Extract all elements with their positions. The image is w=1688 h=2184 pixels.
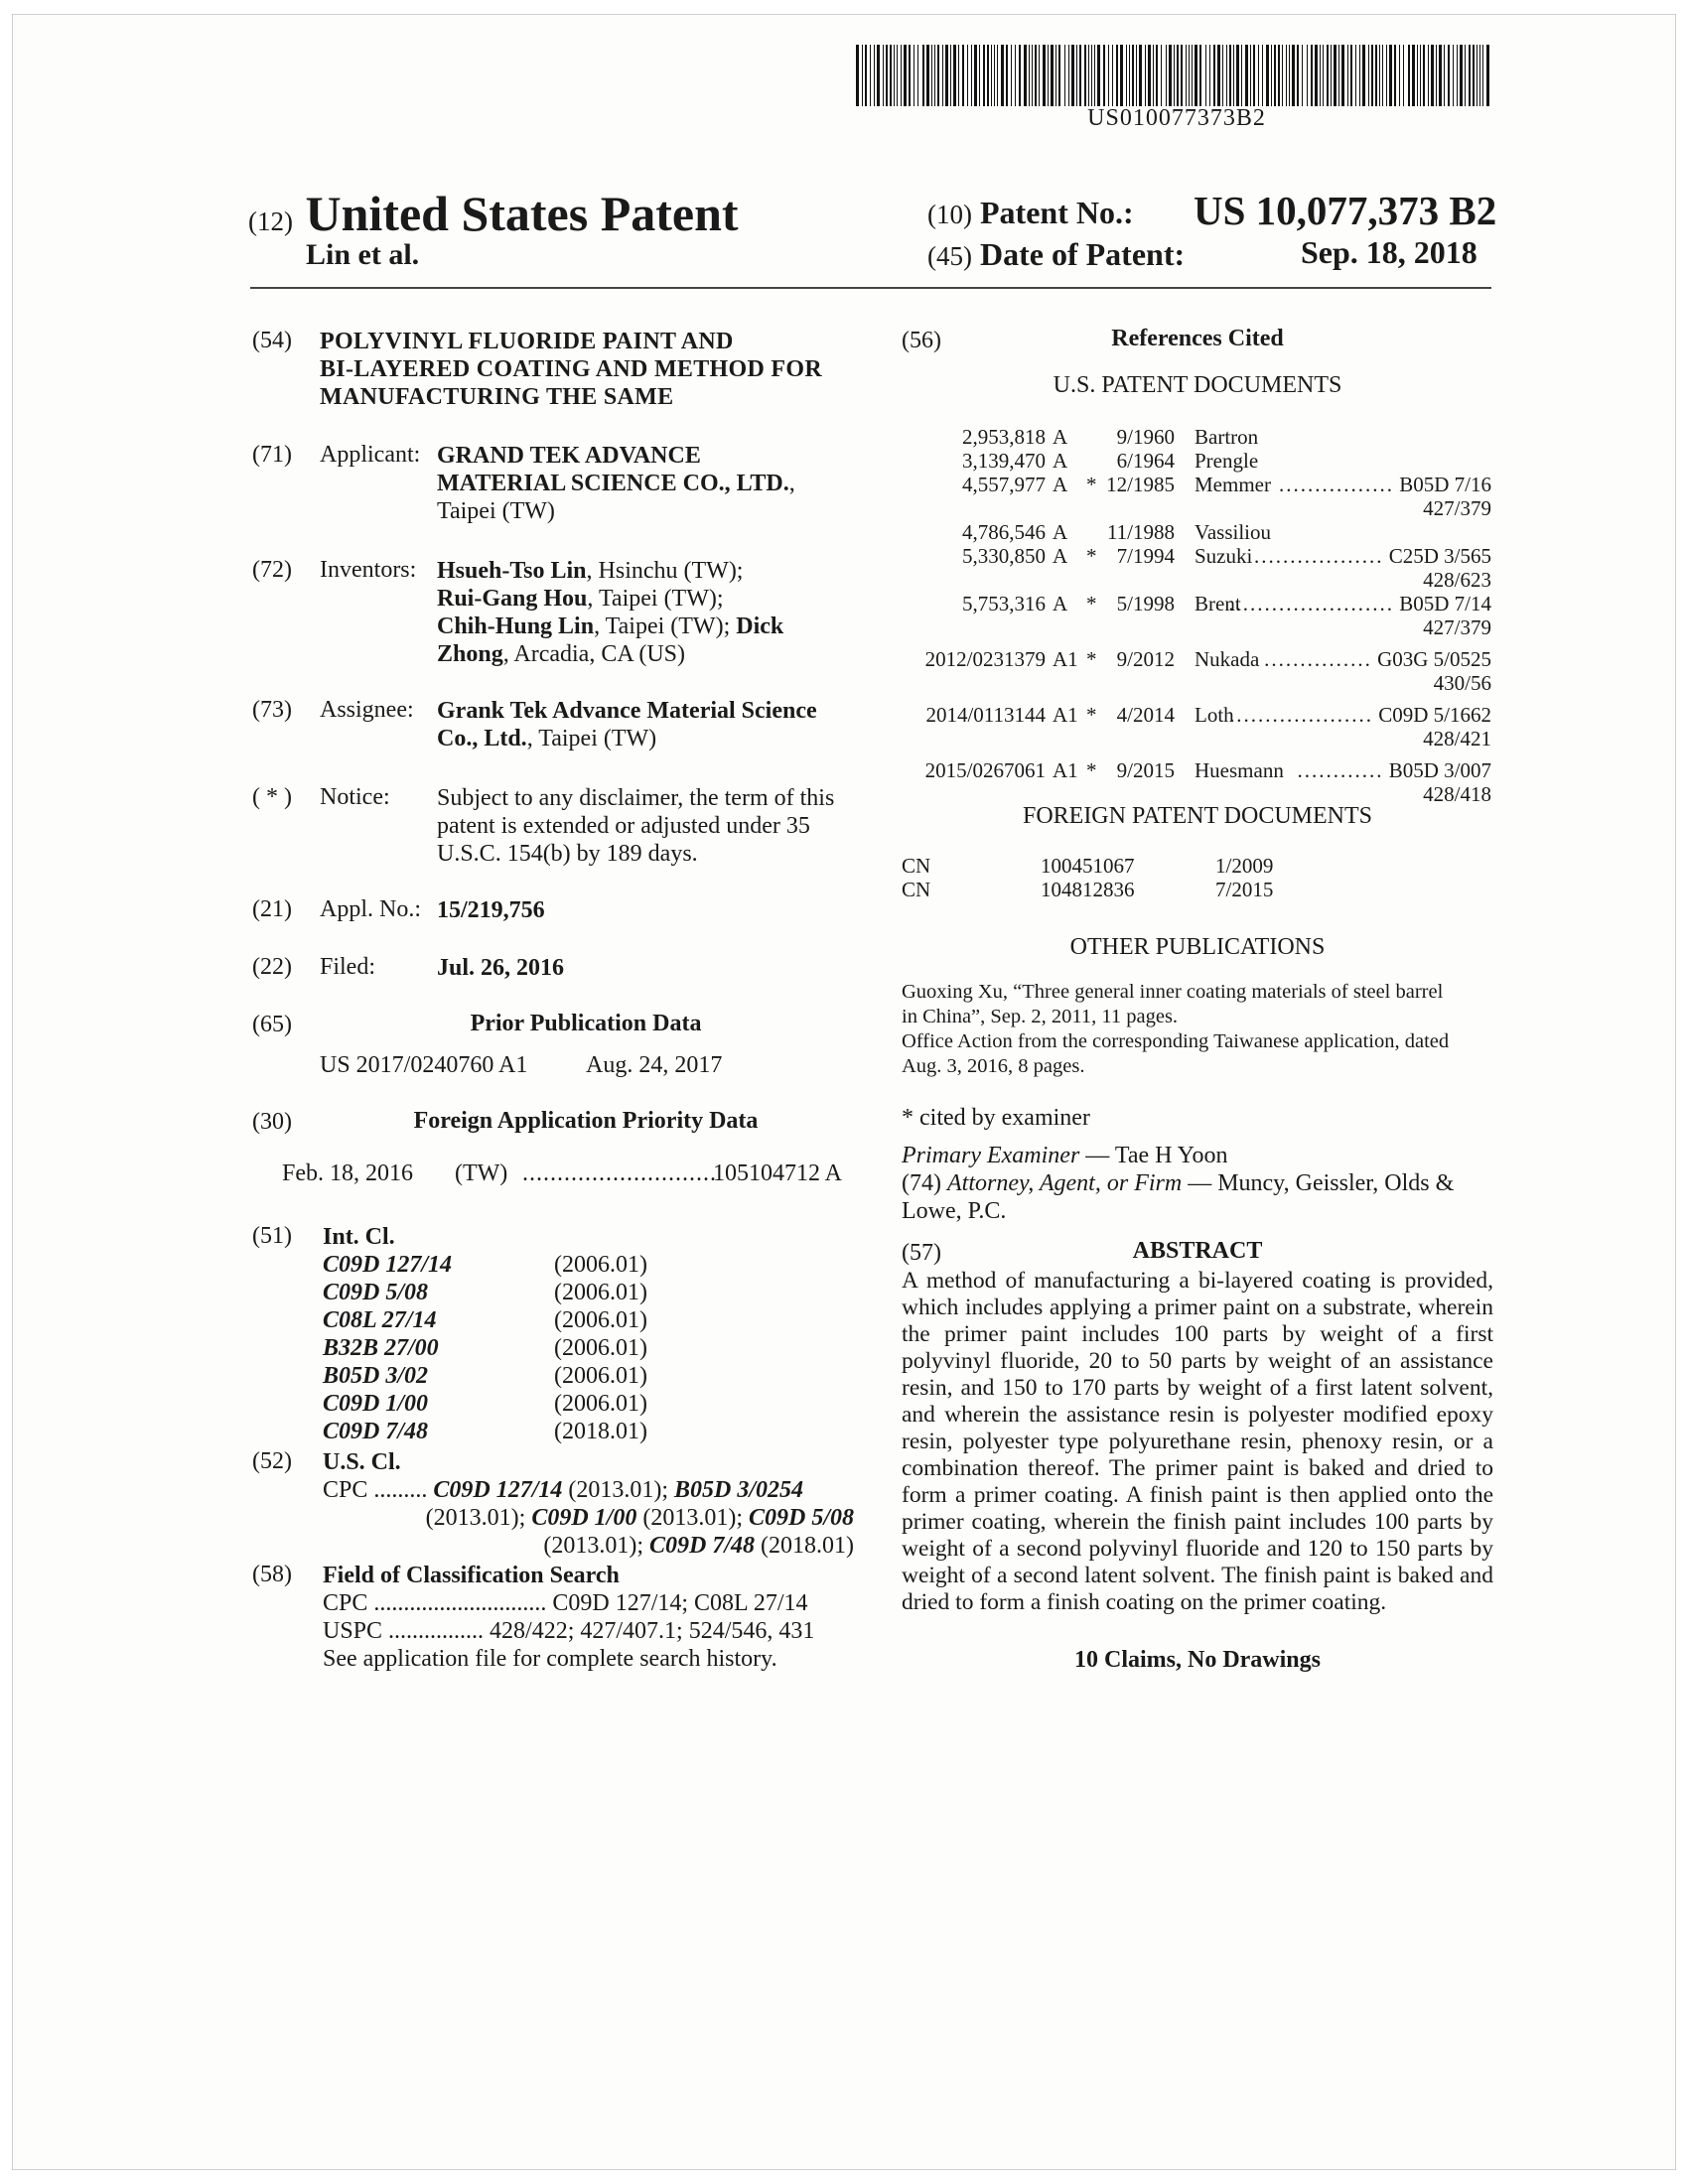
- primary-examiner: [902, 1142, 1228, 1169]
- applicant-line-2: MATERIAL SCIENCE CO., LTD.: [437, 471, 789, 496]
- references-heading: References Cited: [1111, 326, 1284, 351]
- reference-date: 9/1960: [1116, 425, 1175, 449]
- inventor-place: , Taipei (TW);: [587, 586, 724, 612]
- reference-number: 3,139,470: [962, 449, 1046, 473]
- reference-subclass: 428/421: [1423, 727, 1491, 751]
- date-code: (45): [927, 241, 972, 271]
- inventor-place: , Hsinchu (TW);: [586, 558, 744, 584]
- notice-code: ( * ): [252, 784, 292, 810]
- reference-dots: ............: [1297, 758, 1384, 782]
- reference-subclass: 427/379: [1423, 615, 1491, 639]
- notice-line: patent is extended or adjusted under 35: [437, 813, 810, 839]
- prior-pub-heading: Prior Publication Data: [470, 1011, 702, 1036]
- applicant-line-1: GRAND TEK ADVANCE: [437, 443, 701, 469]
- us-patent-row: [902, 449, 1497, 473]
- reference-subclass: 427/379: [1423, 496, 1491, 520]
- reference-kind: A1: [1053, 647, 1078, 671]
- reference-number: 4,557,977: [962, 473, 1046, 496]
- int-cl-class: B05D 3/02: [323, 1363, 429, 1389]
- reference-classification: [1264, 647, 1491, 671]
- us-cl-class: B05D 3/0254: [674, 1477, 804, 1503]
- inventor-name: Hsueh-Tso Lin: [437, 558, 587, 584]
- other-publication-line: Office Action from the corresponding Taiwanese application, dated: [902, 1030, 1450, 1052]
- field-search-cpc: [323, 1589, 808, 1617]
- int-cl-version: (2006.01): [554, 1252, 647, 1278]
- field-search-label: Field of Classification Search: [323, 1563, 620, 1588]
- other-publication-line: in China”, Sep. 2, 2011, 11 pages.: [902, 1006, 1179, 1027]
- reference-dots: ....................: [1228, 703, 1373, 727]
- us-patent-row: [902, 592, 1497, 615]
- attorney-dash: —: [1182, 1170, 1218, 1196]
- primary-examiner-label: Primary Examiner: [902, 1143, 1080, 1168]
- reference-number: 2012/0231379: [924, 647, 1046, 671]
- us-cl-line-3: [323, 1532, 854, 1560]
- foreign-patent-documents-heading: FOREIGN PATENT DOCUMENTS: [1022, 803, 1373, 829]
- reference-classification: [1228, 592, 1491, 615]
- reference-name: Vassiliou: [1195, 520, 1272, 544]
- date-line: [927, 236, 1185, 273]
- date-label: Date of Patent:: [979, 236, 1186, 272]
- reference-name: Suzuki: [1195, 544, 1253, 568]
- reference-subclass: 428/623: [1423, 568, 1491, 592]
- us-cl-dots: .........: [373, 1477, 428, 1503]
- reference-classification: [1229, 703, 1491, 727]
- field-search-uspc-value: 428/422; 427/407.1; 524/546, 431: [490, 1618, 815, 1644]
- field-search-code: (58): [252, 1562, 292, 1587]
- examiner-dash: —: [1079, 1143, 1115, 1168]
- us-cl-version: (2013.01);: [425, 1505, 532, 1531]
- inventors-label: Inventors:: [320, 557, 417, 583]
- applicant-code: (71): [252, 442, 292, 468]
- inventor-place: , Arcadia, CA (US): [502, 641, 686, 667]
- inventor-short: Lin et al.: [306, 238, 420, 271]
- reference-kind: A: [1053, 473, 1068, 496]
- reference-kind: A1: [1053, 703, 1078, 727]
- attorney-label: Attorney, Agent, or Firm: [946, 1170, 1183, 1196]
- filed-value: Jul. 26, 2016: [437, 955, 565, 981]
- inventor-place: , Taipei (TW);: [594, 614, 737, 639]
- patent-no-label: Patent No.:: [979, 195, 1134, 230]
- us-cl-code: (52): [252, 1448, 292, 1474]
- reference-date: 11/1988: [1106, 520, 1175, 544]
- inventors-code: (72): [252, 557, 292, 583]
- reference-number: 4,786,546: [962, 520, 1046, 544]
- reference-kind: A: [1053, 592, 1068, 615]
- inventors-value: [437, 557, 783, 668]
- reference-date: 6/1964: [1116, 449, 1175, 473]
- patent-type-text: United States Patent: [305, 186, 739, 241]
- int-cl-version: (2018.01): [554, 1419, 647, 1444]
- header-rule: [250, 287, 1491, 289]
- filed-label: Filed:: [320, 954, 376, 980]
- other-publication-line: Guoxing Xu, “Three general inner coating materials of steel barrel: [902, 981, 1444, 1003]
- foreign-number: 104812836: [1041, 878, 1135, 901]
- foreign-date: 7/2015: [1215, 878, 1274, 901]
- primary-examiner-name: Tae H Yoon: [1114, 1143, 1228, 1168]
- inventor-name: Zhong: [437, 641, 503, 667]
- int-cl-class: C08L 27/14: [323, 1307, 437, 1333]
- reference-kind: A: [1053, 544, 1068, 568]
- inventor-name: Dick: [736, 614, 784, 639]
- reference-date: 4/2014: [1116, 703, 1175, 727]
- field-search-uspc-label: USPC: [323, 1618, 383, 1644]
- abstract-heading: ABSTRACT: [1132, 1238, 1263, 1264]
- patent-title: [320, 328, 822, 411]
- us-cl-version: (2013.01);: [636, 1505, 749, 1531]
- foreign-patent-row: [902, 878, 1497, 901]
- notice-value: [437, 784, 834, 868]
- int-cl-version: (2006.01): [554, 1335, 647, 1361]
- prior-pub-date: Aug. 24, 2017: [586, 1052, 723, 1078]
- us-patent-documents-heading: U.S. PATENT DOCUMENTS: [1053, 372, 1342, 398]
- reference-dots: ...............: [1264, 647, 1372, 671]
- other-publications-heading: OTHER PUBLICATIONS: [1069, 934, 1326, 960]
- foreign-number: 100451067: [1041, 854, 1135, 878]
- prior-pub-number: US 2017/0240760 A1: [320, 1052, 528, 1078]
- barcode-image: [856, 45, 1491, 106]
- int-cl-class: C09D 127/14: [323, 1252, 453, 1278]
- us-cl-cpc-label: CPC: [323, 1477, 368, 1503]
- reference-date: 12/1985: [1106, 473, 1175, 496]
- assignee-value: [437, 697, 817, 752]
- int-cl-label: Int. Cl.: [323, 1224, 395, 1250]
- inventor-name: Chih-Hung Lin: [437, 614, 595, 639]
- reference-subclass: 428/418: [1423, 782, 1491, 806]
- patent-number-line: [927, 195, 1134, 231]
- reference-kind: A: [1053, 449, 1068, 473]
- applicant-label: Applicant:: [320, 442, 421, 468]
- reference-name: Huesmann: [1195, 758, 1284, 782]
- reference-classification: [1297, 758, 1491, 782]
- int-cl-class: B32B 27/00: [323, 1335, 439, 1361]
- us-cl-label: U.S. Cl.: [323, 1449, 401, 1475]
- reference-star: *: [1086, 544, 1097, 568]
- reference-number: 5,753,316: [962, 592, 1046, 615]
- int-cl-version: (2006.01): [554, 1391, 647, 1417]
- field-search-uspc: [323, 1617, 814, 1645]
- reference-star: *: [1086, 592, 1097, 615]
- abstract-text: A method of manufacturing a bi-layered coating is provided, which includes applying a primer paint on a substrate, wherein the primer paint includes 100 parts by weight of a first polyvinyl fluoride, 20 to 50 parts by weight of an assistance resin, and 150 to 170 parts by weight of a first latent solvent, and wherein the assistance resin is polyester modified epoxy resin, polyester type polyurethane resin, phenoxy resin, or a combination thereof. The primer paint is baked and dried to form a primer coating. A finish paint is then applied onto the primer coating, wherein the finish paint includes 100 parts by weight of a second polyvinyl fluoride and 120 to 150 parts by weight of a second latent solvent. The finish paint is baked and dried to form a finish coating on the primer coating.: [902, 1268, 1493, 1615]
- foreign-patent-row: [902, 854, 1497, 878]
- reference-name: Loth: [1195, 703, 1234, 727]
- inventor-name: Rui-Gang Hou: [437, 586, 588, 612]
- title-code: (54): [252, 328, 292, 353]
- applicant-value: [437, 442, 795, 525]
- reference-class: G03G 5/0525: [1377, 647, 1491, 671]
- us-patent-row: [902, 703, 1497, 727]
- appl-no-code: (21): [252, 896, 292, 922]
- reference-class: B05D 7/14: [1399, 592, 1491, 615]
- notice-line: Subject to any disclaimer, the term of this: [437, 785, 835, 811]
- field-search-uspc-dots: ................: [388, 1618, 485, 1644]
- field-search-cpc-dots: .............................: [373, 1590, 547, 1616]
- patent-date: Sep. 18, 2018: [1301, 234, 1477, 270]
- reference-date: 5/1998: [1116, 592, 1175, 615]
- int-cl-code: (51): [252, 1223, 292, 1249]
- int-cl-version: (2006.01): [554, 1280, 647, 1305]
- foreign-priority-country: (TW): [455, 1160, 508, 1186]
- assignee-line-1: Grank Tek Advance Material Science: [437, 698, 817, 724]
- reference-name: Brent: [1195, 592, 1241, 615]
- us-cl-version: (2013.01);: [543, 1533, 649, 1559]
- claims-summary: 10 Claims, No Drawings: [1073, 1647, 1321, 1673]
- assignee-label: Assignee:: [320, 697, 414, 723]
- us-patent-row: [902, 473, 1497, 496]
- type-code: (12): [248, 206, 293, 236]
- abstract-code: (57): [902, 1240, 941, 1266]
- reference-date: 7/1994: [1116, 544, 1175, 568]
- foreign-country: CN: [902, 878, 931, 901]
- title-line-1: POLYVINYL FLUORIDE PAINT AND: [320, 329, 734, 354]
- patent-number: US 10,077,373 B2: [1194, 188, 1497, 233]
- us-cl-version: (2013.01);: [562, 1477, 675, 1503]
- int-cl-class: C09D 1/00: [323, 1391, 429, 1417]
- us-cl-class: C09D 1/00: [531, 1505, 637, 1531]
- us-cl-line-1: [323, 1476, 803, 1504]
- us-patent-row: [902, 544, 1497, 568]
- field-search-cpc-label: CPC: [323, 1590, 368, 1616]
- title-line-3: MANUFACTURING THE SAME: [320, 384, 674, 410]
- attorney: [902, 1169, 1497, 1225]
- reference-date: 9/2015: [1116, 758, 1175, 782]
- foreign-priority-date: Feb. 18, 2016: [282, 1160, 413, 1186]
- field-search-cpc-value: C09D 127/14; C08L 27/14: [552, 1590, 808, 1616]
- reference-dots: ................: [1278, 473, 1394, 496]
- reference-number: 5,330,850: [962, 544, 1046, 568]
- reference-class: B05D 3/007: [1388, 758, 1491, 782]
- foreign-country: CN: [902, 854, 931, 878]
- notice-label: Notice:: [320, 784, 390, 810]
- filed-code: (22): [252, 954, 292, 980]
- foreign-date: 1/2009: [1215, 854, 1274, 878]
- appl-no-label: Appl. No.:: [320, 896, 421, 922]
- us-patent-row: [902, 520, 1497, 544]
- notice-line: U.S.C. 154(b) by 189 days.: [437, 841, 698, 867]
- barcode-number: US010077373B2: [1087, 105, 1266, 131]
- us-cl-version: (2018.01): [755, 1533, 854, 1559]
- reference-classification: [1254, 544, 1491, 568]
- cited-by-examiner-note: * cited by examiner: [902, 1105, 1090, 1131]
- reference-kind: A: [1053, 520, 1068, 544]
- field-search-note: See application file for complete search history.: [323, 1646, 777, 1672]
- us-cl-line-2: [323, 1504, 854, 1532]
- other-publications: [902, 980, 1497, 1079]
- assignee-line-2: Co., Ltd.: [437, 726, 527, 751]
- int-cl-class: C09D 7/48: [323, 1419, 429, 1444]
- patent-no-code: (10): [927, 200, 972, 229]
- attorney-line-1: Muncy, Geissler, Olds &: [1217, 1170, 1455, 1196]
- reference-date: 9/2012: [1116, 647, 1175, 671]
- reference-class: C09D 5/1662: [1378, 703, 1491, 727]
- reference-number: 2,953,818: [962, 425, 1046, 449]
- attorney-code: (74): [902, 1170, 941, 1196]
- patent-type: [248, 185, 739, 242]
- foreign-priority-heading: Foreign Application Priority Data: [413, 1108, 759, 1134]
- us-cl-class: C09D 127/14: [433, 1477, 563, 1503]
- title-line-2: BI-LAYERED COATING AND METHOD FOR: [320, 356, 822, 382]
- references-code: (56): [902, 328, 941, 353]
- reference-name: Bartron: [1195, 425, 1259, 449]
- foreign-priority-dots: ............................: [522, 1160, 717, 1186]
- foreign-priority-number: 105104712 A: [713, 1160, 843, 1186]
- reference-class: C25D 3/565: [1388, 544, 1491, 568]
- reference-classification: [1279, 473, 1491, 496]
- reference-star: *: [1086, 703, 1097, 727]
- assignee-code: (73): [252, 697, 292, 723]
- int-cl-class: C09D 5/08: [323, 1280, 429, 1305]
- us-patent-row: [902, 758, 1497, 782]
- other-publication-line: Aug. 3, 2016, 8 pages.: [902, 1055, 1085, 1077]
- applicant-line-3: Taipei (TW): [437, 498, 555, 524]
- us-patent-row: [902, 425, 1497, 449]
- reference-kind: A1: [1053, 758, 1078, 782]
- applicant-line-2-tail: ,: [788, 471, 795, 496]
- reference-subclass: 430/56: [1433, 671, 1491, 695]
- reference-number: 2014/0113144: [925, 703, 1046, 727]
- foreign-priority-code: (30): [252, 1109, 292, 1135]
- reference-name: Prengle: [1195, 449, 1259, 473]
- reference-star: *: [1086, 758, 1097, 782]
- us-patent-row: [902, 647, 1497, 671]
- us-cl-class: C09D 5/08: [748, 1505, 854, 1531]
- reference-dots: .......................: [1228, 592, 1394, 615]
- attorney-line-2: Lowe, P.C.: [902, 1198, 1007, 1224]
- int-cl-version: (2006.01): [554, 1363, 647, 1389]
- assignee-line-2-tail: , Taipei (TW): [526, 726, 657, 751]
- reference-star: *: [1086, 647, 1097, 671]
- reference-name: Memmer: [1195, 473, 1271, 496]
- reference-name: Nukada: [1195, 647, 1260, 671]
- reference-number: 2015/0267061: [924, 758, 1046, 782]
- reference-class: B05D 7/16: [1399, 473, 1491, 496]
- appl-no-value: 15/219,756: [437, 897, 545, 923]
- reference-dots: ..................: [1253, 544, 1384, 568]
- reference-kind: A: [1053, 425, 1068, 449]
- reference-star: *: [1086, 473, 1097, 496]
- prior-pub-code: (65): [252, 1012, 292, 1037]
- us-cl-class: C09D 7/48: [649, 1533, 756, 1559]
- int-cl-version: (2006.01): [554, 1307, 647, 1333]
